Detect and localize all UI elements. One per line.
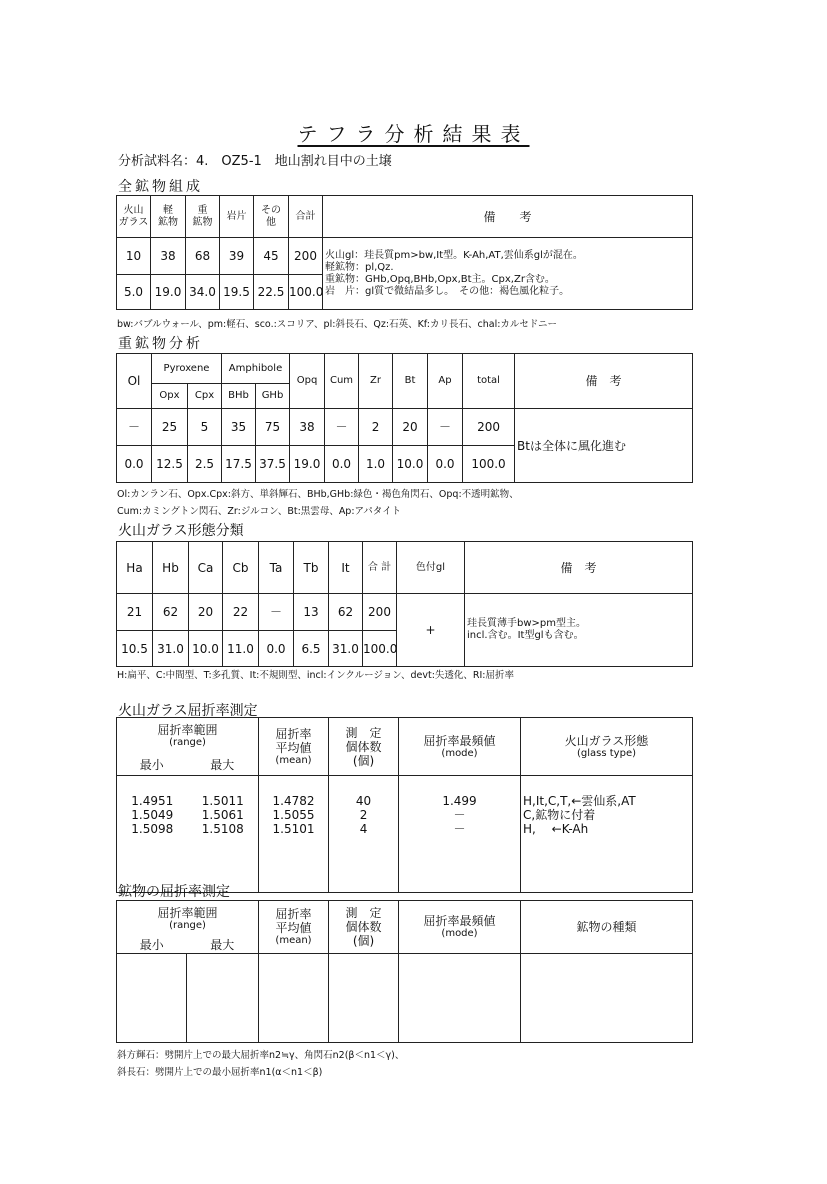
cell: 5.0 xyxy=(117,275,151,310)
section-glass-shape: 火山ガラス形態分類 xyxy=(118,523,244,539)
mineral-composition-table xyxy=(116,195,693,310)
sample-name: 分析試料名：4. OZ5-1 地山割れ目中の土壌 xyxy=(118,154,392,169)
cell: 2 xyxy=(359,409,393,446)
header-count-line3: (個) xyxy=(352,753,375,768)
header-mean xyxy=(259,901,329,954)
count-value: 4 xyxy=(359,822,368,836)
range-row xyxy=(117,794,258,808)
header-amphibole: Amphibole xyxy=(222,354,290,384)
header-bt: Bt xyxy=(393,354,428,409)
cell: 10.0 xyxy=(189,631,223,667)
remarks-cell xyxy=(323,238,693,310)
header-count xyxy=(329,718,399,776)
header-count-line1: 測 定 xyxy=(345,906,382,920)
header-mode-line1: 屈折率最頻値 xyxy=(423,914,496,928)
header-count-line2: 個体数 xyxy=(345,920,382,934)
header-opq: Opq xyxy=(290,354,325,409)
mode-value: － xyxy=(453,822,466,836)
header-total: 合計 xyxy=(289,196,323,238)
cell: 11.0 xyxy=(223,631,259,667)
cell: 100.0 xyxy=(363,631,397,667)
page-title: テフラ分析結果表 xyxy=(297,122,530,146)
cell: 75 xyxy=(256,409,290,446)
cell: 21 xyxy=(117,594,153,631)
cell: 20 xyxy=(189,594,223,631)
remark-line: 重鉱物：GHb,Opq,BHb,Opx,Bt主。Cpx,Zr含む。 xyxy=(325,273,555,285)
header-mean-line3: (mean) xyxy=(275,754,312,766)
cell: 68 xyxy=(186,238,220,275)
count-value: 40 xyxy=(355,794,372,808)
cell: 12.5 xyxy=(152,446,188,483)
empty-cell xyxy=(521,954,693,1043)
header-max: 最大 xyxy=(187,755,259,776)
empty-cell xyxy=(259,954,329,1043)
cell: 19.5 xyxy=(220,275,254,310)
header-ha: Ha xyxy=(117,542,153,594)
cell: 0.0 xyxy=(428,446,463,483)
range-min: 1.5098 xyxy=(131,822,174,836)
cell: 31.0 xyxy=(153,631,189,667)
header-count-line2: 個体数 xyxy=(345,739,382,754)
glass-shape-table xyxy=(116,541,693,667)
mode-value: － xyxy=(453,808,466,822)
remark-line: 岩 片：gl質で微結晶多し。 その他：褐色風化粒子。 xyxy=(325,285,570,297)
header-mode-line1: 屈折率最頻値 xyxy=(423,733,496,748)
range-row xyxy=(117,808,258,822)
header-remarks: 備 考 xyxy=(465,542,693,594)
cell: 20 xyxy=(393,409,428,446)
header-range-en: (range) xyxy=(169,919,206,931)
cell: 38 xyxy=(290,409,325,446)
glass-type-value: H,It,C,T,←雲仙系,AT xyxy=(523,794,636,808)
header-mean xyxy=(259,718,329,776)
header-ol: Ol xyxy=(117,354,152,409)
section-heavy-mineral: 重鉱物分析 xyxy=(118,336,203,352)
header-volcanic-glass: 火山 ガラス xyxy=(117,196,151,238)
header-it: It xyxy=(329,542,363,594)
cell: 62 xyxy=(329,594,363,631)
header-tb: Tb xyxy=(294,542,329,594)
header-total: 合 計 xyxy=(363,542,397,594)
header-range-label: 屈折率範囲 xyxy=(157,723,218,738)
header-range xyxy=(117,901,259,937)
range-max: 1.5011 xyxy=(201,794,244,808)
range-max: 1.5108 xyxy=(201,822,244,836)
remarks-cell: Btは全体に風化進む xyxy=(515,409,693,483)
mineral-refraction-table xyxy=(116,900,693,1043)
remarks-cell xyxy=(465,594,693,667)
footnote: 斜方輝石：劈開片上での最大屈折率n2≒γ、角閃石n2(β＜n1＜γ)、 xyxy=(117,1050,405,1061)
remark-line: incl.含む。It型glも含む。 xyxy=(467,630,584,641)
mean-value: 1.5101 xyxy=(272,822,315,836)
header-mean-line1: 屈折率 xyxy=(275,907,312,921)
cell: 22 xyxy=(223,594,259,631)
cell: 6.5 xyxy=(294,631,329,667)
range-cell xyxy=(117,776,259,893)
section-mineral-refraction: 鉱物の屈折率測定 xyxy=(118,884,230,900)
cell: 39 xyxy=(220,238,254,275)
remark-line: 軽鉱物：pl,Qz. xyxy=(325,261,394,273)
header-range-en: (range) xyxy=(169,737,206,749)
section-mineral-composition: 全鉱物組成 xyxy=(118,179,203,195)
heavy-mineral-table xyxy=(116,353,693,483)
remark-line: 火山gl：珪長質pm>bw,It型。K-Ah,AT,雲仙系glが混在。 xyxy=(325,249,583,261)
mean-cell xyxy=(259,776,329,893)
header-hb: Hb xyxy=(153,542,189,594)
header-bhb: BHb xyxy=(222,384,256,409)
header-mean-line1: 屈折率 xyxy=(275,726,312,741)
cell: － xyxy=(117,409,152,446)
header-glass-type-line2: (glass type) xyxy=(577,747,636,759)
header-count-line3: (個) xyxy=(352,934,375,948)
mode-cell xyxy=(399,776,521,893)
cell: 45 xyxy=(254,238,289,275)
header-cum: Cum xyxy=(325,354,359,409)
cell: 200 xyxy=(289,238,323,275)
header-pyroxene: Pyroxene xyxy=(152,354,222,384)
header-mean-line2: 平均値 xyxy=(275,921,312,935)
header-min: 最小 xyxy=(117,755,187,776)
cell: 10 xyxy=(117,238,151,275)
cell: 0.0 xyxy=(325,446,359,483)
abbreviation-note: H:扁平、C:中間型、T:多孔質、It:不規則型、incl:インクルージョン、devt:失透化、RI:屈折率 xyxy=(117,670,515,681)
header-count-line1: 測 定 xyxy=(345,725,382,740)
header-cpx: Cpx xyxy=(188,384,222,409)
cell: 13 xyxy=(294,594,329,631)
header-mode-line2: (mode) xyxy=(441,747,478,759)
mode-value: 1.499 xyxy=(442,794,477,808)
range-min: 1.5049 xyxy=(131,808,174,822)
header-count xyxy=(329,901,399,954)
header-range-label: 屈折率範囲 xyxy=(157,905,218,920)
cell: 34.0 xyxy=(186,275,220,310)
header-max: 最大 xyxy=(187,937,259,954)
header-ca: Ca xyxy=(189,542,223,594)
header-mean-line3: (mean) xyxy=(275,935,312,946)
cell: 25 xyxy=(152,409,188,446)
cell: 62 xyxy=(153,594,189,631)
header-mode-line2: (mode) xyxy=(441,928,478,939)
cell: 10.0 xyxy=(393,446,428,483)
header-range xyxy=(117,718,259,755)
range-min: 1.4951 xyxy=(131,794,174,808)
abbreviation-note: Ol:カンラン石、Opx.Cpx:斜方、単斜輝石、BHb,GHb:緑色・褐色角閃石、Opq:不透明鉱物、 xyxy=(117,489,519,500)
count-cell xyxy=(329,776,399,893)
header-ap: Ap xyxy=(428,354,463,409)
header-mode xyxy=(399,718,521,776)
header-mean-line2: 平均値 xyxy=(275,740,312,755)
header-mode xyxy=(399,901,521,954)
cell: 5 xyxy=(188,409,222,446)
footnote: 斜長石：劈開片上での最小屈折率n1(α＜n1＜β) xyxy=(117,1067,323,1078)
cell: － xyxy=(428,409,463,446)
mean-value: 1.5055 xyxy=(272,808,315,822)
cell: 35 xyxy=(222,409,256,446)
empty-cell xyxy=(187,954,259,1043)
cell: 100.0 xyxy=(289,275,323,310)
header-min: 最小 xyxy=(117,937,187,954)
cell: 38 xyxy=(151,238,186,275)
header-remarks: 備 考 xyxy=(323,196,693,238)
cell: 2.5 xyxy=(188,446,222,483)
section-glass-refraction: 火山ガラス屈折率測定 xyxy=(118,703,258,719)
header-glass-type xyxy=(521,718,693,776)
header-ghb: GHb xyxy=(256,384,290,409)
header-light-mineral: 軽 鉱物 xyxy=(151,196,186,238)
header-colored-glass: 色付gl xyxy=(397,542,465,594)
colored-glass-cell: + xyxy=(397,594,465,667)
glass-type-value: H, ←K-Ah xyxy=(523,822,589,836)
cell: 10.5 xyxy=(117,631,153,667)
cell: 37.5 xyxy=(256,446,290,483)
header-heavy-mineral: 重 鉱物 xyxy=(186,196,220,238)
header-cb: Cb xyxy=(223,542,259,594)
cell: 0.0 xyxy=(117,446,152,483)
range-row xyxy=(117,822,258,836)
header-remarks: 備 考 xyxy=(515,354,693,409)
cell: 31.0 xyxy=(329,631,363,667)
header-mineral-kind: 鉱物の種類 xyxy=(521,901,693,954)
abbreviation-note: bw:バブルウォール、pm:軽石、sco.:スコリア、pl:斜長石、Qz:石英、Kf:カリ長石、chal:カルセドニー xyxy=(117,319,558,330)
cell: 200 xyxy=(363,594,397,631)
remark-line: 珪長質薄手bw>pm型主。 xyxy=(467,618,586,629)
header-rock-fragment: 岩片 xyxy=(220,196,254,238)
abbreviation-note: Cum:カミングトン閃石、Zr:ジルコン、Bt:黒雲母、Ap:アパタイト xyxy=(117,506,402,517)
range-max: 1.5061 xyxy=(201,808,244,822)
cell: 17.5 xyxy=(222,446,256,483)
glass-type-cell xyxy=(521,776,693,893)
empty-cell xyxy=(117,954,187,1043)
header-zr: Zr xyxy=(359,354,393,409)
header-glass-type-line1: 火山ガラス形態 xyxy=(564,733,649,748)
empty-cell xyxy=(399,954,521,1043)
cell: － xyxy=(325,409,359,446)
empty-cell xyxy=(329,954,399,1043)
glass-type-value: C,鉱物に付着 xyxy=(523,808,596,822)
cell: 100.0 xyxy=(463,446,515,483)
header-opx: Opx xyxy=(152,384,188,409)
header-total: total xyxy=(463,354,515,409)
cell: 19.0 xyxy=(290,446,325,483)
glass-refraction-table xyxy=(116,717,693,893)
cell: 1.0 xyxy=(359,446,393,483)
mean-value: 1.4782 xyxy=(272,794,315,808)
cell: 0.0 xyxy=(259,631,294,667)
cell: 19.0 xyxy=(151,275,186,310)
header-ta: Ta xyxy=(259,542,294,594)
count-value: 2 xyxy=(359,808,368,822)
cell: 22.5 xyxy=(254,275,289,310)
cell: 200 xyxy=(463,409,515,446)
header-other: その 他 xyxy=(254,196,289,238)
cell: － xyxy=(259,594,294,631)
